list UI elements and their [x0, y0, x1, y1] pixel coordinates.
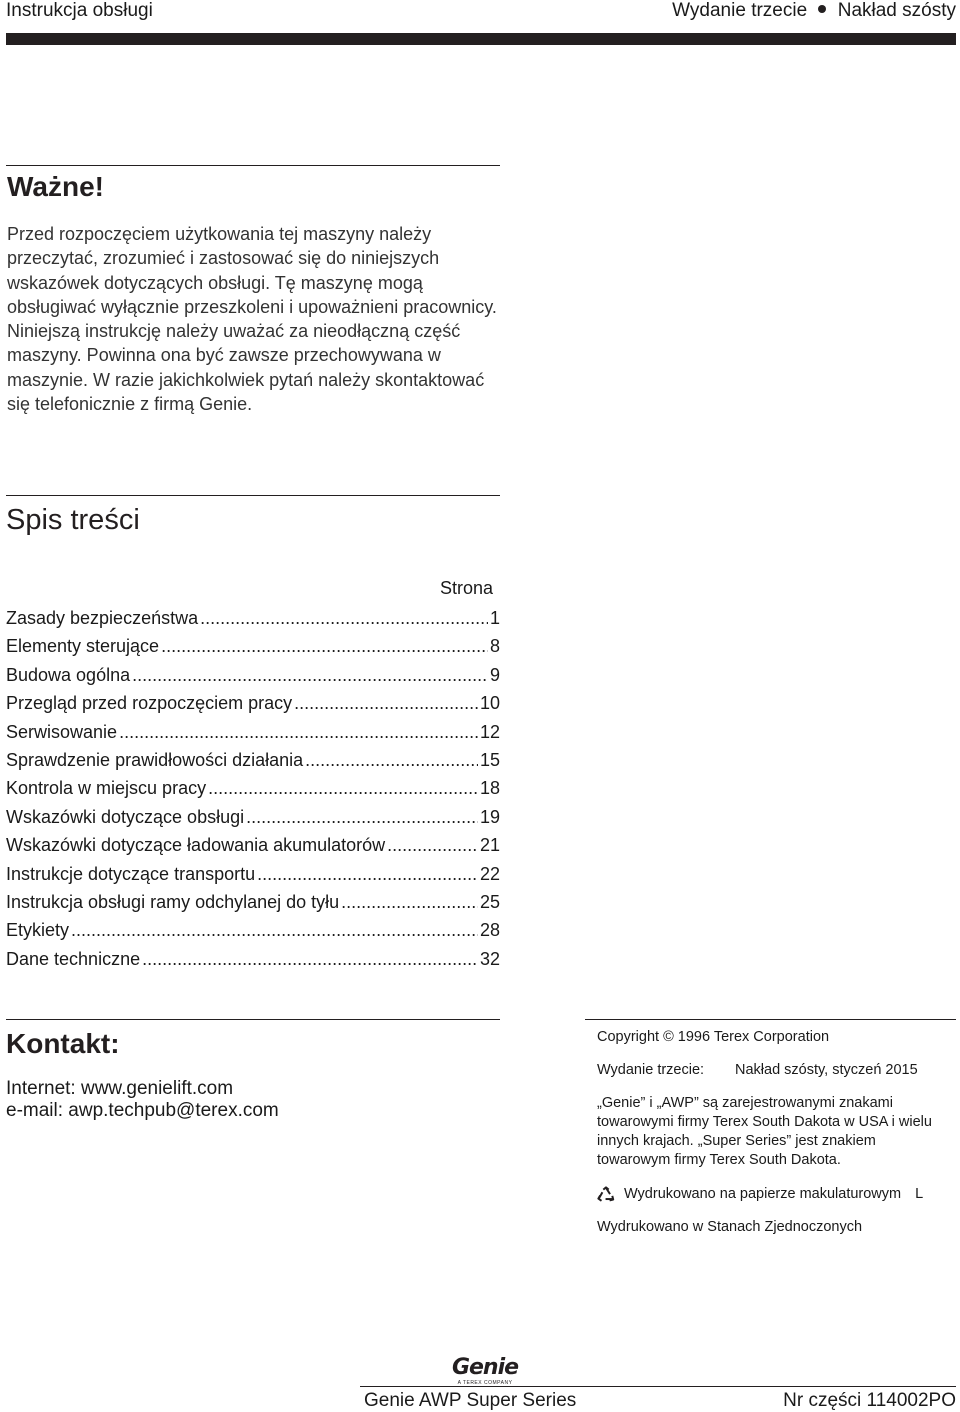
important-title: Ważne!	[7, 171, 104, 202]
toc-leader-dots	[119, 718, 478, 746]
toc-leader-dots	[142, 945, 478, 973]
toc-item[interactable]	[6, 888, 500, 916]
toc-item[interactable]	[6, 718, 500, 746]
toc-item-label: Sprawdzenie prawidłowości działania	[6, 749, 304, 770]
toc-item[interactable]	[6, 803, 500, 831]
toc-item[interactable]	[6, 746, 500, 774]
toc-item-label: Wskazówki dotyczące obsługi	[6, 806, 245, 827]
recycle-icon	[597, 1186, 615, 1204]
toc-item-page: 15	[479, 749, 500, 770]
toc-item-label: Etykiety	[6, 920, 70, 941]
toc-leader-dots	[257, 860, 478, 888]
toc-leader-dots	[294, 689, 478, 717]
header-manual-title: Instrukcja obsługi	[6, 0, 153, 21]
toc-leader-dots	[246, 803, 478, 831]
toc-leader-dots	[208, 774, 478, 802]
contact-email[interactable]: e-mail: awp.techpub@terex.com	[6, 1100, 279, 1121]
toc-item[interactable]	[6, 632, 500, 660]
recycled-mark: L	[915, 1186, 924, 1202]
toc-item-label: Przegląd przed rozpoczęciem pracy	[6, 693, 293, 714]
footer-series: Genie AWP Super Series	[364, 1390, 577, 1411]
toc-item-page: 25	[479, 891, 500, 912]
toc-item-label: Serwisowanie	[6, 721, 118, 742]
toc-item[interactable]	[6, 945, 500, 973]
toc-item-page: 21	[479, 835, 500, 856]
logo-wordmark: Genie	[451, 1355, 519, 1380]
footer-part-number: Nr części 114002PO	[783, 1390, 956, 1411]
bullet-dot-icon	[818, 5, 826, 13]
important-rule	[6, 165, 500, 166]
contact-lines	[6, 1078, 279, 1122]
logo-tagline: A TEREX COMPANY	[457, 1380, 513, 1386]
toc-item-page: 12	[479, 721, 500, 742]
toc-leader-dots	[200, 604, 488, 632]
toc-item-page: 19	[479, 806, 500, 827]
toc-item[interactable]	[6, 831, 500, 859]
contact-title: Kontakt:	[6, 1028, 120, 1059]
toc-item-label: Wskazówki dotyczące ładowania akumulatorów	[6, 835, 386, 856]
toc-title: Spis treści	[6, 504, 140, 536]
edition-label: Wydanie trzecie:	[597, 1062, 705, 1078]
toc-leader-dots	[305, 746, 478, 774]
toc-leader-dots	[341, 888, 478, 916]
recycled-text: Wydrukowano na papierze makulaturowym	[624, 1186, 902, 1202]
contact-rule	[6, 1019, 500, 1020]
toc-item[interactable]	[6, 604, 500, 632]
toc-page-header: Strona	[440, 578, 494, 598]
toc-item[interactable]	[6, 689, 500, 717]
contact-internet[interactable]: Internet: www.genielift.com	[6, 1078, 234, 1099]
toc-list	[6, 604, 500, 973]
toc-item-page: 18	[479, 778, 500, 799]
toc-item-page: 22	[479, 863, 500, 884]
toc-leader-dots	[161, 632, 488, 660]
toc-item-page: 32	[479, 948, 500, 969]
edition-line	[597, 1061, 918, 1080]
trademark-notice: „Genie” i „AWP” są zarejestrowanymi znakami towarowymi firmy Terex South Dakota w USA i wielu innych krajach. „Super Series” jest znakiem towarowym firmy Terex South Dakota.	[597, 1095, 932, 1168]
toc-rule	[6, 495, 500, 496]
toc-item[interactable]	[6, 860, 500, 888]
toc-item-label: Zasady bezpieczeństwa	[6, 608, 199, 628]
toc-item-page: 9	[489, 664, 500, 685]
toc-leader-dots	[132, 661, 488, 689]
info-rule	[585, 1019, 956, 1020]
edition-value: Nakład szósty, styczeń 2015	[735, 1062, 918, 1078]
toc-item-page: 1	[489, 608, 500, 628]
toc-item-label: Dane techniczne	[6, 948, 141, 969]
header-bar	[6, 33, 956, 45]
toc-item-page: 8	[489, 636, 500, 657]
important-text: Przed rozpoczęciem użytkowania tej maszyny należy przeczytać, zrozumieć i zastosować się do niniejszych wskazówek dotyczących obsługi. Tę maszynę mogą obsługiwać wyłącznie przeszkoleni i upoważnieni pracownicy. Niniejszą instrukcję należy uważać za nieodłączną część maszyny. Powinna ona być zawsze przechowywana w maszynie. W razie jakichkolwiek pytań należy skontaktować się telefonicznie z firmą Genie.	[7, 224, 497, 415]
toc-leader-dots	[387, 831, 478, 859]
recycled-paper-line	[597, 1185, 923, 1204]
toc-item[interactable]	[6, 916, 500, 944]
header-print-text: Nakład szósty	[837, 0, 956, 21]
toc-item-page: 10	[479, 693, 500, 714]
genie-logo	[440, 1356, 530, 1386]
toc-item-label: Budowa ogólna	[6, 664, 131, 685]
footer-rule	[360, 1386, 956, 1387]
made-in-line: Wydrukowano w Stanach Zjednoczonych	[597, 1219, 863, 1235]
toc-item-label: Kontrola w miejscu pracy	[6, 778, 207, 799]
toc-item-page: 28	[479, 920, 500, 941]
toc-item-label: Instrukcje dotyczące transportu	[6, 863, 256, 884]
toc-item[interactable]	[6, 774, 500, 802]
toc-item-label: Instrukcja obsługi ramy odchylanej do tyłu	[6, 891, 340, 912]
copyright-notice: Copyright © 1996 Terex Corporation	[597, 1029, 830, 1045]
header-edition	[672, 0, 956, 22]
toc-item-label: Elementy sterujące	[6, 636, 160, 657]
toc-item[interactable]	[6, 661, 500, 689]
toc-leader-dots	[71, 916, 478, 944]
header-edition-text: Wydanie trzecie	[672, 0, 808, 21]
